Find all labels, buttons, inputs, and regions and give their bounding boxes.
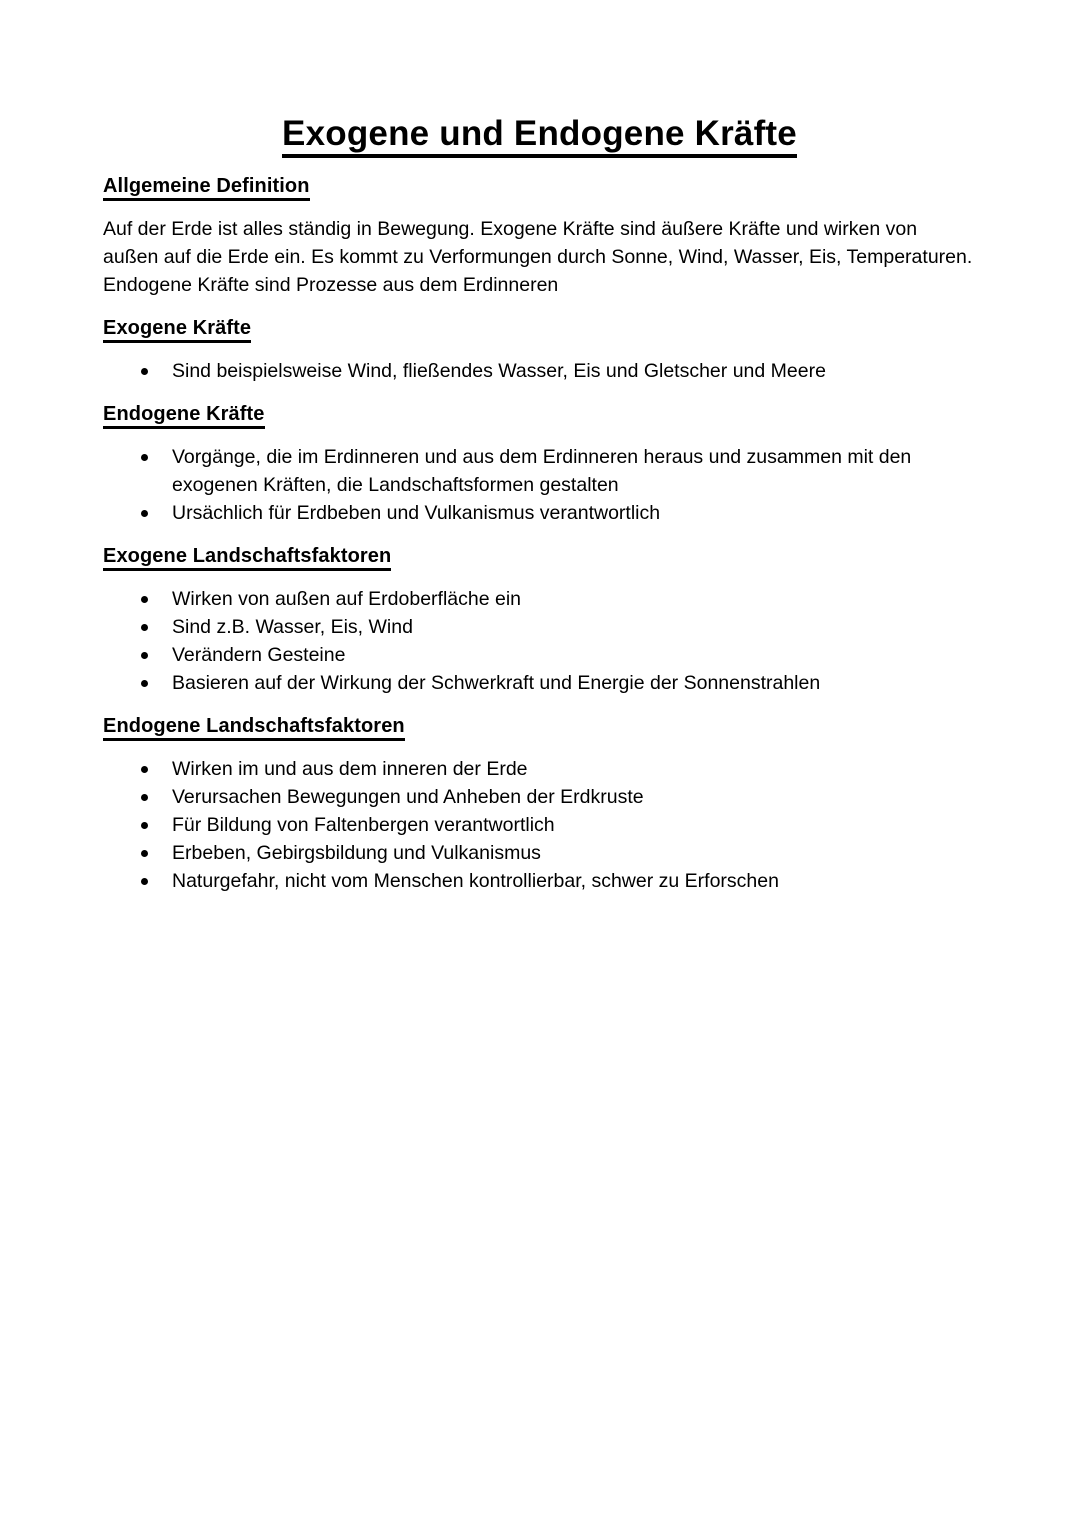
section-heading [103, 316, 976, 341]
bullet-item: Basieren auf der Wirkung der Schwerkraft und Energie der Sonnenstrahlen [103, 669, 976, 697]
bullet-item: Verändern Gesteine [103, 641, 976, 669]
section-bullet-list [103, 755, 976, 895]
section-heading [103, 174, 976, 199]
section-heading [103, 714, 976, 739]
bullet-item: Naturgefahr, nicht vom Menschen kontrollierbar, schwer zu Erforschen [103, 867, 976, 895]
bullet-item: Vorgänge, die im Erdinneren und aus dem Erdinneren heraus und zusammen mit den exogenen Kräften, die Landschaftsformen gestalten [103, 443, 976, 499]
bullet-item: Wirken im und aus dem inneren der Erde [103, 755, 976, 783]
document-section [103, 174, 976, 299]
bullet-item: Verursachen Bewegungen und Anheben der Erdkruste [103, 783, 976, 811]
document-section [103, 714, 976, 895]
document-section [103, 544, 976, 697]
document-title [103, 112, 976, 156]
section-bullet-list [103, 443, 976, 527]
document-sections [103, 174, 976, 895]
section-paragraph: Auf der Erde ist alles ständig in Bewegung. Exogene Kräfte sind äußere Kräfte und wirken von außen auf die Erde ein. Es kommt zu Verformungen durch Sonne, Wind, Wasser, Eis, Temperaturen. Endogene Kräfte sind Prozesse aus dem Erdinneren [103, 218, 973, 296]
document-title-text: Exogene und Endogene Kräfte [282, 114, 797, 158]
document-section [103, 316, 976, 385]
section-heading-text: Endogene Landschaftsfaktoren [103, 715, 405, 741]
bullet-item: Ursächlich für Erdbeben und Vulkanismus verantwortlich [103, 499, 976, 527]
section-heading-text: Exogene Landschaftsfaktoren [103, 545, 391, 571]
section-heading-text: Allgemeine Definition [103, 175, 310, 201]
section-bullet-list [103, 357, 976, 385]
document-section [103, 402, 976, 527]
section-heading [103, 402, 976, 427]
bullet-item: Sind z.B. Wasser, Eis, Wind [103, 613, 976, 641]
bullet-item: Für Bildung von Faltenbergen verantwortlich [103, 811, 976, 839]
section-heading-text: Endogene Kräfte [103, 403, 265, 429]
bullet-item: Sind beispielsweise Wind, fließendes Wasser, Eis und Gletscher und Meere [103, 357, 976, 385]
section-heading [103, 544, 976, 569]
section-heading-text: Exogene Kräfte [103, 317, 251, 343]
bullet-item: Erbeben, Gebirgsbildung und Vulkanismus [103, 839, 976, 867]
bullet-item: Wirken von außen auf Erdoberfläche ein [103, 585, 976, 613]
section-bullet-list [103, 585, 976, 697]
